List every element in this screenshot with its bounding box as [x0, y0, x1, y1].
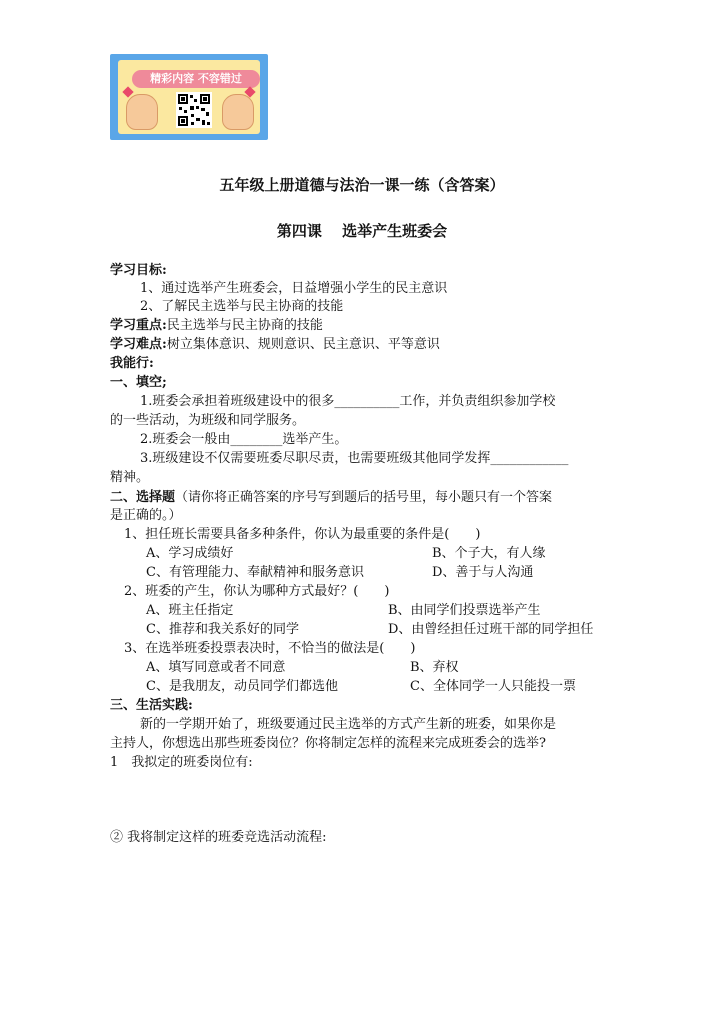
banner-text: 精彩内容 不容错过	[132, 70, 260, 88]
difficulty	[110, 336, 440, 354]
lesson-title: 第四课 选举产生班委会	[276, 222, 448, 240]
goal-2: 2、了解民主选举与民主协商的技能	[140, 299, 344, 314]
question-1-option-c: C、有管理能力、奉献精神和服务意识	[146, 565, 364, 580]
question-3-option-b: B、弃权	[410, 660, 459, 675]
question-2-option-a: A、班主任指定	[146, 603, 234, 618]
can-do-label: 我能行:	[110, 356, 154, 371]
banner-panel	[118, 60, 260, 134]
question-1: 1、担任班长需要具备多种条件，你认为最重要的条件是( )	[124, 527, 481, 542]
question-2-option-c: C、推荐和我关系好的同学	[146, 622, 299, 637]
practice-paragraph-1: 新的一学期开始了，班级要通过民主选举的方式产生新的班委，如果你是	[140, 717, 557, 732]
question-1-option-d: D、善于与人沟通	[432, 565, 534, 580]
section-fill-blank: 一、填空;	[110, 375, 167, 390]
question-3: 3、在选举班委投票表决时，不恰当的做法是( )	[124, 641, 416, 656]
goal-1: 1、通过选举产生班委会，日益增强小学生的民主意识	[140, 281, 448, 296]
practice-paragraph-2: 主持人，你想选出那些班委岗位？你将制定怎样的流程来完成班委会的选举?	[110, 736, 546, 751]
clapping-hands-icon	[222, 94, 254, 130]
difficulty-text: 树立集体意识、规则意识、民主意识、平等意识	[166, 337, 440, 352]
question-2-option-d: D、由曾经担任过班干部的同学担任	[388, 622, 594, 637]
key-text: 民主选举与民主协商的技能	[166, 318, 323, 333]
choice-instructions-2: 是正确的。）	[110, 508, 182, 523]
fill-question-2: 2.班委会一般由________选举产生。	[140, 432, 348, 447]
key-label: 学习重点:	[110, 318, 167, 333]
fill-question-3b: 精神。	[110, 470, 150, 485]
practice-item-2: ② 我将制定这样的班委竞选活动流程:	[110, 830, 327, 845]
question-1-option-a: A、学习成绩好	[146, 546, 234, 561]
qr-code-icon	[176, 92, 212, 128]
fill-question-1b: 的一些活动，为班级和同学服务。	[110, 413, 306, 428]
choice-instructions: （请你将正确答案的序号写到题后的括号里，每小题只有一个答案	[175, 490, 553, 505]
question-1-option-b: B、个子大，有人缘	[432, 546, 546, 561]
choice-label: 二、选择题	[110, 490, 176, 505]
difficulty-label: 学习难点:	[110, 337, 167, 352]
practice-item-1: 1 我拟定的班委岗位有:	[110, 755, 253, 770]
question-3-option-a: A、填写同意或者不同意	[146, 660, 286, 675]
section-practice: 三、生活实践:	[110, 698, 193, 713]
clapping-hands-icon	[126, 94, 158, 130]
fill-question-3a: 3.班级建设不仅需要班委尽职尽责，也需要班级其他同学发挥____________	[140, 451, 569, 466]
document-title: 五年级上册道德与法治一课一练（含答案）	[219, 176, 505, 194]
goals-label: 学习目标:	[110, 263, 167, 278]
key-point	[110, 317, 323, 335]
question-2: 2、班委的产生，你认为哪种方式最好？( )	[124, 584, 390, 599]
promo-banner[interactable]	[110, 54, 268, 140]
section-choice	[110, 489, 552, 507]
question-3-option-c: C、是我朋友，动员同学们都选他	[146, 679, 338, 694]
question-3-option-d: C、全体同学一人只能投一票	[410, 679, 576, 694]
question-2-option-b: B、由同学们投票选举产生	[388, 603, 541, 618]
fill-question-1a: 1.班委会承担着班级建设中的很多__________工作，并负责组织参加学校	[140, 394, 556, 409]
